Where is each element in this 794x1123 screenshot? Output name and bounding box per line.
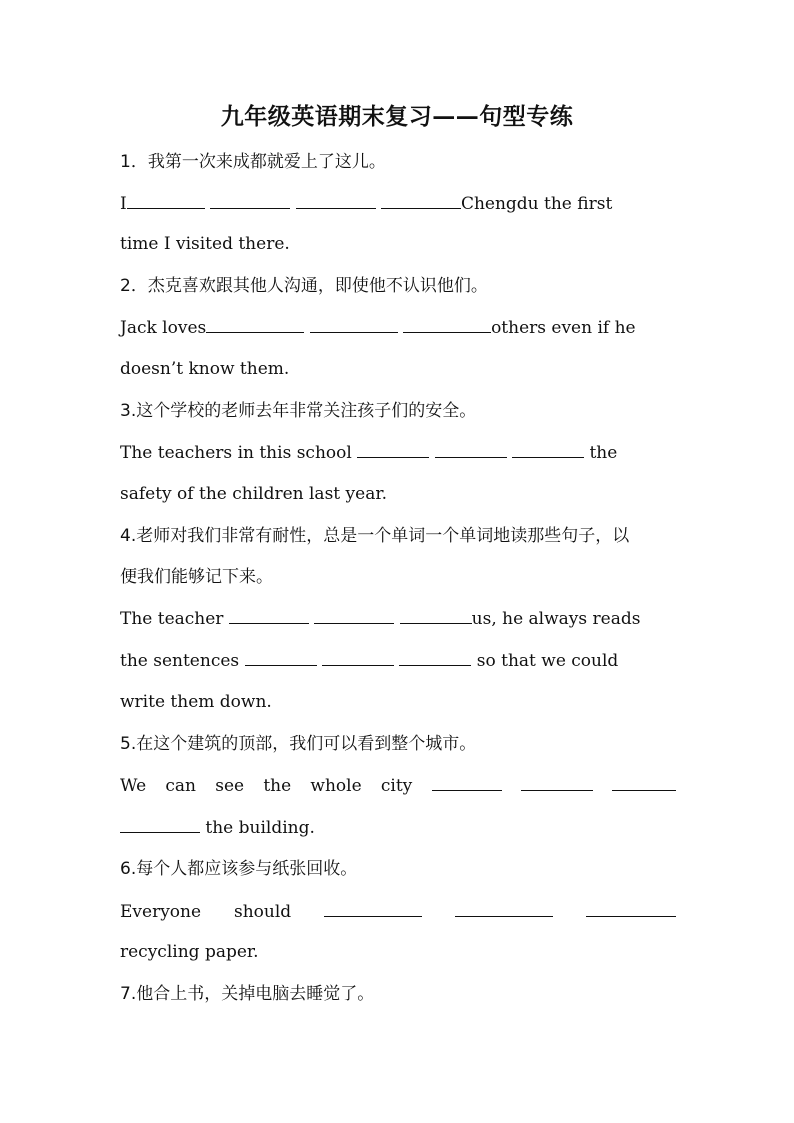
sentence-text: the building. [205,818,315,838]
answer-blank[interactable] [403,315,491,333]
sentence-word: We [120,776,147,796]
sentence-word: whole [310,776,362,796]
answer-blank[interactable] [435,440,507,458]
question-3-sentence-line-2: safety of the children last year. [120,484,387,504]
answer-blank[interactable] [120,815,200,833]
question-4-sentence-line-3: write them down. [120,692,272,712]
answer-blank[interactable] [310,315,398,333]
answer-blank[interactable] [512,440,584,458]
page-title: 九年级英语期末复习——句型专练 [220,103,574,130]
question-3-sentence-line-1 [120,440,676,465]
sentence-word: can [165,776,196,796]
answer-blank[interactable] [314,606,394,624]
sentence-text: Chengdu the first [460,194,613,214]
answer-blank[interactable] [206,315,304,333]
question-5-prompt: 5.在这个建筑的顶部，我们可以看到整个城市。 [120,734,477,754]
sentence-text: the [589,443,618,463]
sentence-word: Everyone [120,902,202,922]
question-4-sentence-line-2 [120,648,676,673]
answer-blank[interactable] [322,648,394,666]
answer-blank[interactable] [245,648,317,666]
answer-blank[interactable] [127,191,205,209]
question-4-sentence-line-1 [120,606,676,631]
question-4-prompt-line-1: 4.老师对我们非常有耐性，总是一个单词一个单词地读那些句子，以 [120,526,630,546]
question-3-prompt: 3.这个学校的老师去年非常关注孩子们的安全。 [120,401,477,421]
answer-blank[interactable] [210,191,290,209]
question-4-prompt-line-2: 便我们能够记下来。 [120,567,273,587]
question-1-sentence-line-1 [120,191,676,216]
answer-blank[interactable] [399,648,471,666]
question-6-prompt: 6.每个人都应该参与纸张回收。 [120,859,358,879]
sentence-text: The teachers in this school [120,443,352,463]
answer-blank[interactable] [357,440,429,458]
answer-blank[interactable] [586,899,676,917]
answer-blank[interactable] [455,899,553,917]
question-5-sentence-line-1 [120,773,676,798]
answer-blank[interactable] [612,773,676,791]
question-6-sentence-line-2: recycling paper. [120,942,259,962]
answer-blank[interactable] [229,606,309,624]
sentence-text: I [120,194,127,214]
sentence-text: The teacher [120,609,224,629]
sentence-word: the [263,776,292,796]
question-6-sentence-line-1 [120,899,676,924]
sentence-word: city [380,776,413,796]
sentence-text: so that we could [476,651,619,671]
question-2-sentence-line-1 [120,315,676,340]
question-5-sentence-line-2 [120,815,676,840]
question-7-prompt: 7.他合上书，关掉电脑去睡觉了。 [120,984,375,1004]
sentence-text: us, he always reads [471,609,641,629]
sentence-word: should [234,902,292,922]
sentence-text: others even if he [491,318,636,338]
answer-blank[interactable] [381,191,461,209]
question-1-sentence-line-2: time I visited there. [120,234,290,254]
answer-blank[interactable] [432,773,502,791]
sentence-text: Jack loves [120,318,207,338]
answer-blank[interactable] [400,606,472,624]
question-2-sentence-line-2: doesn’t know them. [120,359,290,379]
question-1-prompt: 1．我第一次来成都就爱上了这儿。 [120,152,386,172]
answer-blank[interactable] [521,773,593,791]
sentence-word: see [215,776,245,796]
sentence-text: the sentences [120,651,240,671]
answer-blank[interactable] [324,899,422,917]
answer-blank[interactable] [296,191,376,209]
question-2-prompt: 2．杰克喜欢跟其他人沟通，即使他不认识他们。 [120,276,488,296]
